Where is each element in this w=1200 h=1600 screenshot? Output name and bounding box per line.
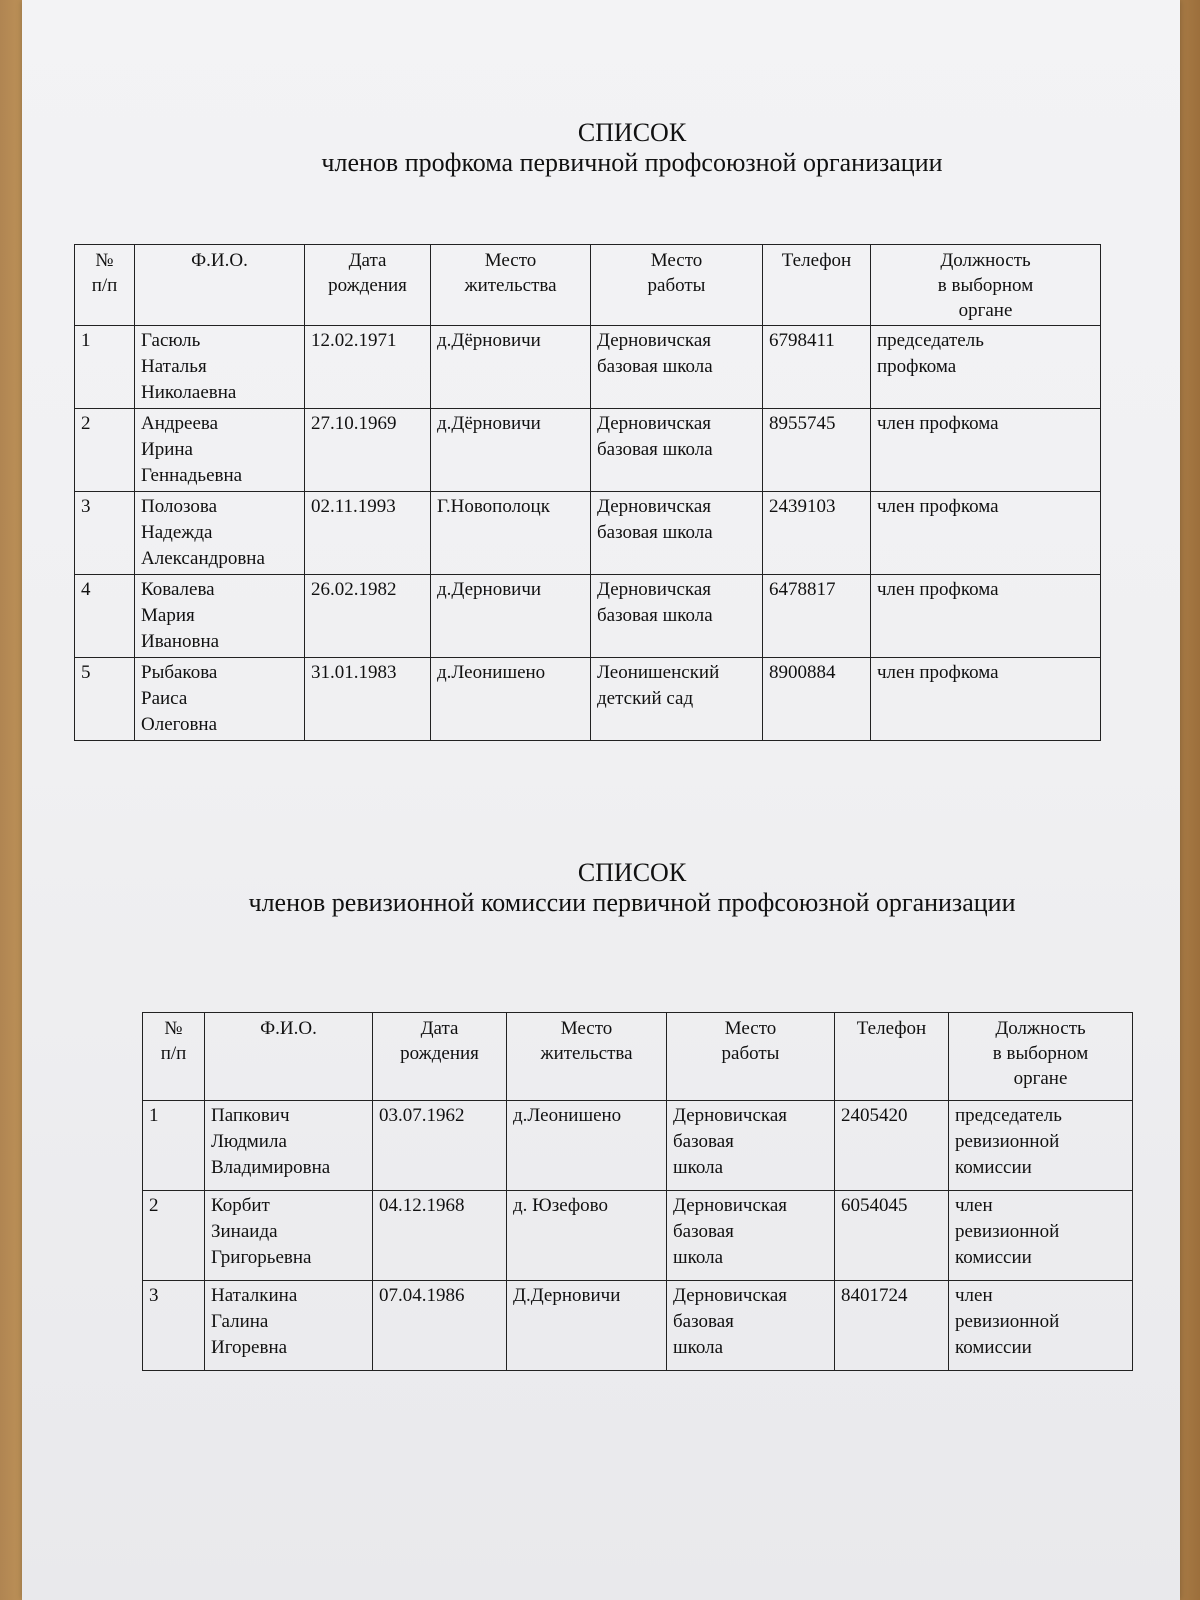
cell-birth-date: 27.10.1969 bbox=[305, 409, 431, 492]
header-workplace: Место работы bbox=[591, 245, 763, 326]
table-row bbox=[75, 575, 1101, 658]
table-header-row bbox=[143, 1013, 1133, 1101]
cell-workplace: Дерновичская базовая школа bbox=[667, 1191, 835, 1281]
cell-phone: 6798411 bbox=[763, 326, 871, 409]
header-phone: Телефон bbox=[835, 1013, 949, 1101]
cell-number: 3 bbox=[143, 1281, 205, 1371]
cell-workplace: Леонишенский детский сад bbox=[591, 658, 763, 741]
table-row bbox=[75, 409, 1101, 492]
cell-residence: д.Леонишено bbox=[431, 658, 591, 741]
cell-birth-date: 12.02.1971 bbox=[305, 326, 431, 409]
table-row bbox=[143, 1191, 1133, 1281]
header-full-name: Ф.И.О. bbox=[135, 245, 305, 326]
profcom-table-body bbox=[75, 245, 1101, 741]
cell-position: член профкома bbox=[871, 658, 1101, 741]
header-birth-date: Дата рождения bbox=[305, 245, 431, 326]
profcom-members-table bbox=[74, 244, 1101, 741]
table-row bbox=[75, 492, 1101, 575]
table-header-row bbox=[75, 245, 1101, 326]
cell-full-name: Наталкина Галина Игоревна bbox=[205, 1281, 373, 1371]
cell-phone: 6054045 bbox=[835, 1191, 949, 1281]
cell-workplace: Дерновичская базовая школа bbox=[591, 326, 763, 409]
section2-title: СПИСОК bbox=[577, 858, 687, 887]
table-row bbox=[143, 1281, 1133, 1371]
table-row bbox=[75, 326, 1101, 409]
cell-phone: 8955745 bbox=[763, 409, 871, 492]
cell-phone: 8401724 bbox=[835, 1281, 949, 1371]
cell-residence: Д.Дерновичи bbox=[507, 1281, 667, 1371]
paper-sheet bbox=[22, 0, 1180, 1600]
cell-position: член профкома bbox=[871, 492, 1101, 575]
cell-phone: 2439103 bbox=[763, 492, 871, 575]
cell-full-name: Гасюль Наталья Николаевна bbox=[135, 326, 305, 409]
cell-number: 2 bbox=[143, 1191, 205, 1281]
audit-table-body bbox=[143, 1013, 1133, 1371]
section1-title: СПИСОК bbox=[577, 118, 687, 147]
cell-workplace: Дерновичская базовая школа bbox=[591, 575, 763, 658]
header-workplace: Место работы bbox=[667, 1013, 835, 1101]
cell-number: 4 bbox=[75, 575, 135, 658]
cell-full-name: Андреева Ирина Геннадьевна bbox=[135, 409, 305, 492]
cell-workplace: Дерновичская базовая школа bbox=[591, 492, 763, 575]
header-residence: Место жительства bbox=[507, 1013, 667, 1101]
audit-commission-table bbox=[142, 1012, 1133, 1371]
cell-number: 1 bbox=[143, 1101, 205, 1191]
cell-phone: 8900884 bbox=[763, 658, 871, 741]
cell-birth-date: 02.11.1993 bbox=[305, 492, 431, 575]
header-full-name: Ф.И.О. bbox=[205, 1013, 373, 1101]
cell-residence: д.Дёрновичи bbox=[431, 326, 591, 409]
cell-residence: д.Дерновичи bbox=[431, 575, 591, 658]
cell-residence: д. Юзефово bbox=[507, 1191, 667, 1281]
cell-birth-date: 07.04.1986 bbox=[373, 1281, 507, 1371]
cell-phone: 6478817 bbox=[763, 575, 871, 658]
cell-full-name: Корбит Зинаида Григорьевна bbox=[205, 1191, 373, 1281]
cell-workplace: Дерновичская базовая школа bbox=[667, 1101, 835, 1191]
header-phone: Телефон bbox=[763, 245, 871, 326]
cell-birth-date: 03.07.1962 bbox=[373, 1101, 507, 1191]
cell-workplace: Дерновичская базовая школа bbox=[591, 409, 763, 492]
cell-residence: Г.Новополоцк bbox=[431, 492, 591, 575]
cell-position: председатель профкома bbox=[871, 326, 1101, 409]
section2-subtitle: членов ревизионной комиссии первичной профсоюзной организации bbox=[248, 888, 1016, 917]
header-residence: Место жительства bbox=[431, 245, 591, 326]
header-position: Должность в выборном органе bbox=[871, 245, 1101, 326]
cell-full-name: Ковалева Мария Ивановна bbox=[135, 575, 305, 658]
cell-residence: д.Леонишено bbox=[507, 1101, 667, 1191]
cell-residence: д.Дёрновичи bbox=[431, 409, 591, 492]
cell-position: член профкома bbox=[871, 575, 1101, 658]
header-position: Должность в выборном органе bbox=[949, 1013, 1133, 1101]
cell-position: член ревизионной комиссии bbox=[949, 1191, 1133, 1281]
section2-heading bbox=[152, 858, 1112, 918]
section1-subtitle: членов профкома первичной профсоюзной организации bbox=[321, 148, 943, 177]
cell-position: председатель ревизионной комиссии bbox=[949, 1101, 1133, 1191]
header-number: № п/п bbox=[143, 1013, 205, 1101]
cell-number: 2 bbox=[75, 409, 135, 492]
cell-position: член ревизионной комиссии bbox=[949, 1281, 1133, 1371]
cell-number: 5 bbox=[75, 658, 135, 741]
cell-full-name: Полозова Надежда Александровна bbox=[135, 492, 305, 575]
cell-birth-date: 31.01.1983 bbox=[305, 658, 431, 741]
cell-full-name: Папкович Людмила Владимировна bbox=[205, 1101, 373, 1191]
cell-position: член профкома bbox=[871, 409, 1101, 492]
cell-phone: 2405420 bbox=[835, 1101, 949, 1191]
cell-number: 3 bbox=[75, 492, 135, 575]
cell-birth-date: 26.02.1982 bbox=[305, 575, 431, 658]
cell-full-name: Рыбакова Раиса Олеговна bbox=[135, 658, 305, 741]
section1-heading bbox=[152, 118, 1112, 178]
cell-birth-date: 04.12.1968 bbox=[373, 1191, 507, 1281]
cell-workplace: Дерновичская базовая школа bbox=[667, 1281, 835, 1371]
table-row bbox=[75, 658, 1101, 741]
cell-number: 1 bbox=[75, 326, 135, 409]
table-row bbox=[143, 1101, 1133, 1191]
header-number: № п/п bbox=[75, 245, 135, 326]
header-birth-date: Дата рождения bbox=[373, 1013, 507, 1101]
